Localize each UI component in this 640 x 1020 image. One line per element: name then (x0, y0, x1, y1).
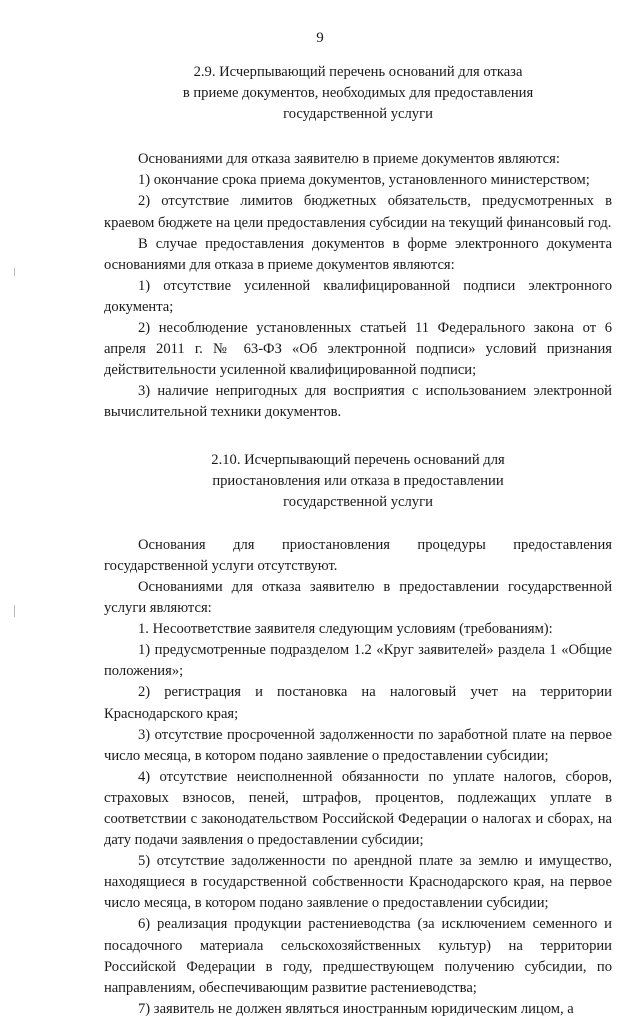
paragraph: 3) отсутствие просроченной задолженности по заработной плате на первое число месяца, в котором подано заявление о предоставлении субсидии; (104, 726, 612, 764)
paragraph: 4) отсутствие неисполненной обязанности по уплате налогов, сборов, страховых взносов, пеней, штрафов, процентов, подлежащих уплате в соответствии с законодательством Российской Федерации о налогах и сборах, на дату подачи заявления о предоставлении субсидии; (104, 768, 612, 849)
heading-line: государственной услуги (283, 106, 433, 123)
paragraph: Основаниями для отказа заявителю в приеме документов являются: (138, 151, 560, 168)
paragraph: 1) предусмотренные подразделом 1.2 «Круг заявителей» раздела 1 «Общие положения»; (104, 642, 612, 680)
margin-mark (14, 605, 15, 617)
margin-mark (14, 268, 15, 276)
heading-line: приостановления или отказа в предоставлении (212, 472, 504, 489)
heading-line: в приеме документов, необходимых для предоставления (182, 85, 534, 102)
paragraph: 2) регистрация и постановка на налоговый учет на территории Краснодарского края; (104, 684, 612, 722)
paragraph: 1) окончание срока приема документов, установленного министерством; (138, 172, 590, 189)
paragraph: 2) несоблюдение установленных статьей 11 Федерального закона от 6 апреля 2011 г. № 63-ФЗ «Об электронной подписи» условий признания действительности усиленной квалифицированной подписи; (104, 320, 612, 379)
paragraph: 1. Несоответствие заявителя следующим условиям (требованиям): (138, 621, 553, 638)
document-body (104, 62, 612, 1020)
paragraph: 2) отсутствие лимитов бюджетных обязательств, предусмотренных в краевом бюджете на цели предоставления субсидии на текущий финансовый год. (104, 193, 612, 231)
paragraph: 3) наличие непригодных для восприятия с использованием электронной вычислительной техники документов. (104, 383, 612, 421)
page-number: 9 (316, 30, 324, 46)
paragraph: Основания для приостановления процедуры предоставления государственной услуги отсутствуют. (104, 536, 612, 574)
paragraph: 7) заявитель не должен являться иностранным юридическим лицом, а (138, 1000, 574, 1017)
paragraph: 1) отсутствие усиленной квалифицированной подписи электронного документа; (104, 277, 612, 315)
heading-line: 2.10. Исчерпывающий перечень оснований для (211, 451, 505, 468)
paragraph: Основаниями для отказа заявителю в предоставлении государственной услуги являются: (104, 578, 612, 617)
heading-line: государственной услуги (283, 493, 433, 510)
paragraph: В случае предоставления документов в форме электронного документа основаниями для отказа в приеме документов являются: (104, 235, 612, 273)
section-heading-2-9 (104, 62, 612, 125)
paragraph: 5) отсутствие задолженности по арендной плате за землю и имущество, находящиеся в государственной собственности Краснодарского края, на первое число месяца, в котором подано заявление о предоставлении субсидии; (104, 853, 612, 912)
heading-line: 2.9. Исчерпывающий перечень оснований для отказа (193, 64, 523, 80)
paragraph: 6) реализация продукции растениеводства (за исключением семенного и посадочного материала сельскохозяйственных культур) на территории Российской Федерации в году, предшествующем получению субсидии, по направлениям, обеспечивающим развитие растениеводства; (104, 916, 612, 996)
section-heading-2-10 (104, 450, 612, 513)
